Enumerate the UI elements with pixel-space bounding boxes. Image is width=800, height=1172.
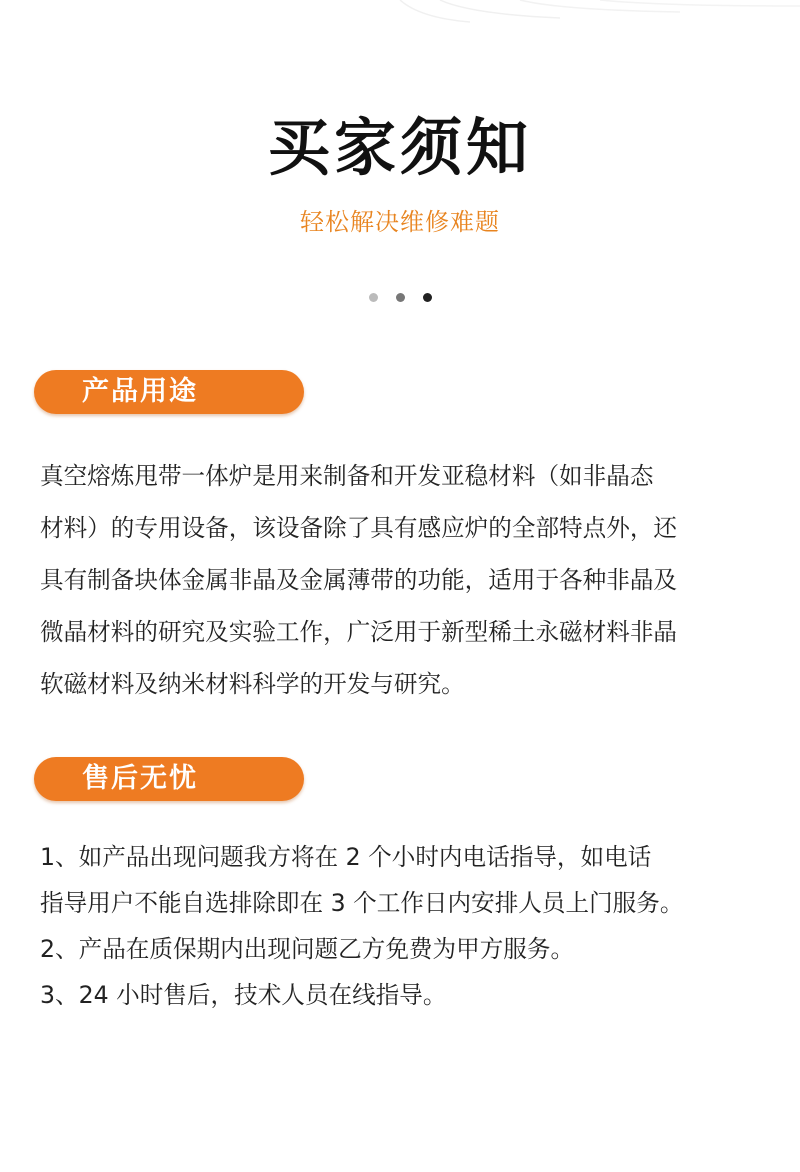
after-sales-line: 指导用户不能自选排除即在 3 个工作日内安排人员上门服务。 [40, 889, 684, 917]
usage-line: 微晶材料的研究及实验工作，广泛用于新型稀土永磁材料非晶 [40, 618, 678, 646]
after-sales-line: 1、如产品出现问题我方将在 2 个小时内电话指导，如电话 [40, 843, 652, 871]
pager-dot-2[interactable] [396, 293, 405, 302]
section-title-usage: 产品用途 [82, 376, 198, 407]
section-header-after-sales [34, 757, 304, 801]
section-header-usage [34, 370, 304, 414]
decorative-arcs [0, 0, 800, 60]
after-sales-line: 3、24 小时售后，技术人员在线指导。 [40, 981, 447, 1009]
pager-dot-3[interactable] [423, 293, 432, 302]
page-title: 买家须知 [267, 111, 532, 184]
page-subtitle: 轻松解决维修难题 [300, 208, 500, 236]
usage-line: 具有制备块体金属非晶及金属薄带的功能，适用于各种非晶及 [40, 566, 678, 594]
after-sales-paragraph [40, 834, 780, 1018]
usage-paragraph [40, 450, 780, 710]
usage-line: 软磁材料及纳米材料科学的开发与研究。 [40, 670, 465, 698]
pager-dot-1[interactable] [369, 293, 378, 302]
usage-line: 材料）的专用设备，该设备除了具有感应炉的全部特点外，还 [40, 514, 678, 542]
pager-dots [0, 293, 800, 305]
section-title-after-sales: 售后无忧 [82, 763, 198, 794]
usage-line: 真空熔炼甩带一体炉是用来制备和开发亚稳材料（如非晶态 [40, 462, 654, 490]
after-sales-line: 2、产品在质保期内出现问题乙方免费为甲方服务。 [40, 935, 575, 963]
